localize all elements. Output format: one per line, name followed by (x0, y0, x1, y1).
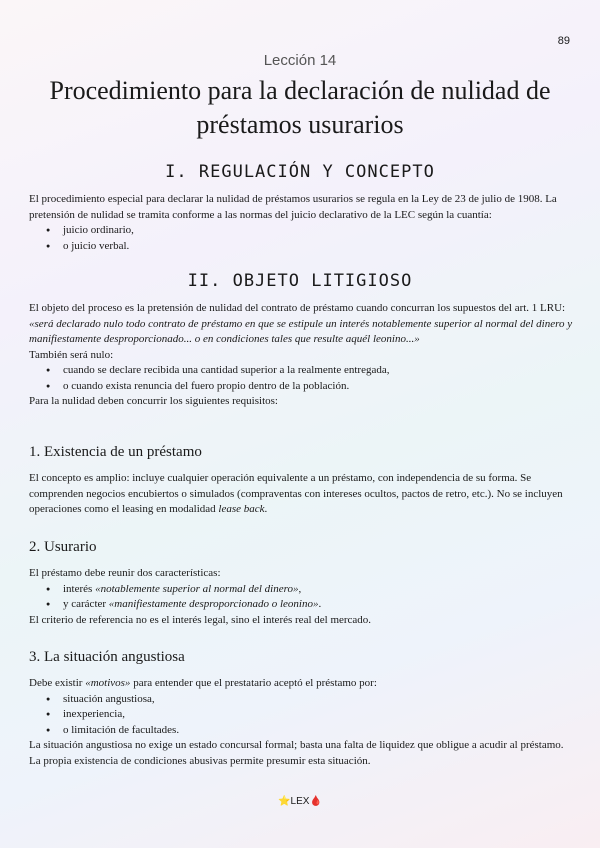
intro-text: Debe existir (29, 677, 86, 689)
usurario-intro: El préstamo debe reunir dos características: (29, 567, 221, 579)
existencia-body (29, 471, 574, 518)
lease-back-term: lease back (218, 503, 265, 515)
list-item: ● o juicio verbal. (29, 239, 574, 255)
objeto-also: También será nulo: (29, 348, 114, 361)
regulacion-list (29, 223, 574, 254)
existencia-paragraph (29, 471, 574, 518)
footer-logo (0, 796, 600, 807)
usurario-list (29, 582, 574, 613)
section-heading-objeto: II. OBJETO LITIGIOSO (187, 271, 413, 291)
star-icon: ⭐ (278, 796, 291, 807)
section-regulacion-body (29, 192, 574, 254)
objeto-paragraph: El objeto del proceso es la pretensión de nulidad del contrato de préstamo cuando concurran los supuestos del art. 1 LRU: (29, 302, 566, 314)
situacion-para-2: La propia existencia de condiciones abusivas permite presumir esta situación. (29, 754, 371, 767)
item-suffix: , (298, 582, 302, 595)
section-heading-regulacion: I. REGULACIÓN Y CONCEPTO (165, 162, 435, 182)
subheading-situacion: 3. La situación angustiosa (29, 649, 185, 665)
situacion-body (29, 676, 574, 769)
list-item: ● inexperiencia, (29, 707, 574, 723)
regulacion-paragraph: El procedimiento especial para declarar la nulidad de préstamos usurarios se regula en la Ley de 23 de julio de 1908. La pretensión de nulidad se tramita conforme a las normas del juicio declarativo de la LEC según la cuantía: (29, 193, 557, 221)
situacion-intro (29, 676, 574, 692)
intro-suffix: para entender que el prestatario aceptó el préstamo por: (130, 677, 377, 689)
section-objeto-body (29, 301, 574, 410)
situacion-list (29, 692, 574, 739)
existencia-text: El concepto es amplio: incluye cualquier operación equivalente a un préstamo, con independencia de su forma. Se comprenden negocios encubiertos o simulados (compraventas con intereses ocultos, pactos de retro, etc.). No se incluyen operaciones como el leasing en modalidad (29, 472, 563, 515)
item-text: interés (63, 582, 96, 595)
item-text: y carácter (63, 598, 109, 610)
page-title (20, 74, 580, 142)
subheading-usurario: 2. Usurario (29, 539, 97, 555)
item-suffix: . (318, 598, 322, 610)
list-item: ● cuando se declare recibida una cantidad superior a la realmente entregada, (29, 363, 574, 379)
footer-text: LEX (290, 796, 310, 807)
item-quote: «notablemente superior al normal del dinero» (95, 582, 299, 595)
intro-quote: «motivos» (85, 677, 131, 689)
objeto-closing: Para la nulidad deben concurrir los siguientes requisitos: (29, 395, 278, 407)
objeto-quote: «será declarado nulo todo contrato de préstamo en que se estipule un interés notablemente superior al normal del dinero y manifiestamente desproporcionado... o en condiciones tales que resulte aquél leonino...» (29, 317, 573, 345)
list-item (29, 597, 574, 613)
list-item: ● situación angustiosa, (29, 692, 574, 708)
list-item (29, 582, 574, 598)
objeto-list (29, 363, 574, 394)
list-item: ● juicio ordinario, (29, 223, 574, 239)
item-quote: «manifiestamente desproporcionado o leonino» (108, 598, 319, 610)
existencia-end: . (264, 503, 268, 515)
usurario-closing: El criterio de referencia no es el interés legal, sino el interés real del mercado. (29, 613, 372, 626)
subheading-existencia: 1. Existencia de un préstamo (29, 444, 202, 460)
page-number: 89 (557, 35, 570, 47)
title-line-2: préstamos usurarios (196, 110, 404, 139)
list-item: ● o cuando exista renuncia del fuero propio dentro de la población. (29, 379, 574, 395)
situacion-para-1: La situación angustiosa no exige un estado concursal formal; basta una falta de liquidez que obligue a acudir al préstamo. (29, 739, 564, 751)
list-item: ● o limitación de facultades. (29, 723, 574, 739)
usurario-body (29, 566, 574, 628)
lesson-label: Lección 14 (263, 52, 337, 69)
title-line-1: Procedimiento para la declaración de nulidad de (49, 76, 551, 105)
drop-icon: 🩸 (309, 796, 322, 807)
